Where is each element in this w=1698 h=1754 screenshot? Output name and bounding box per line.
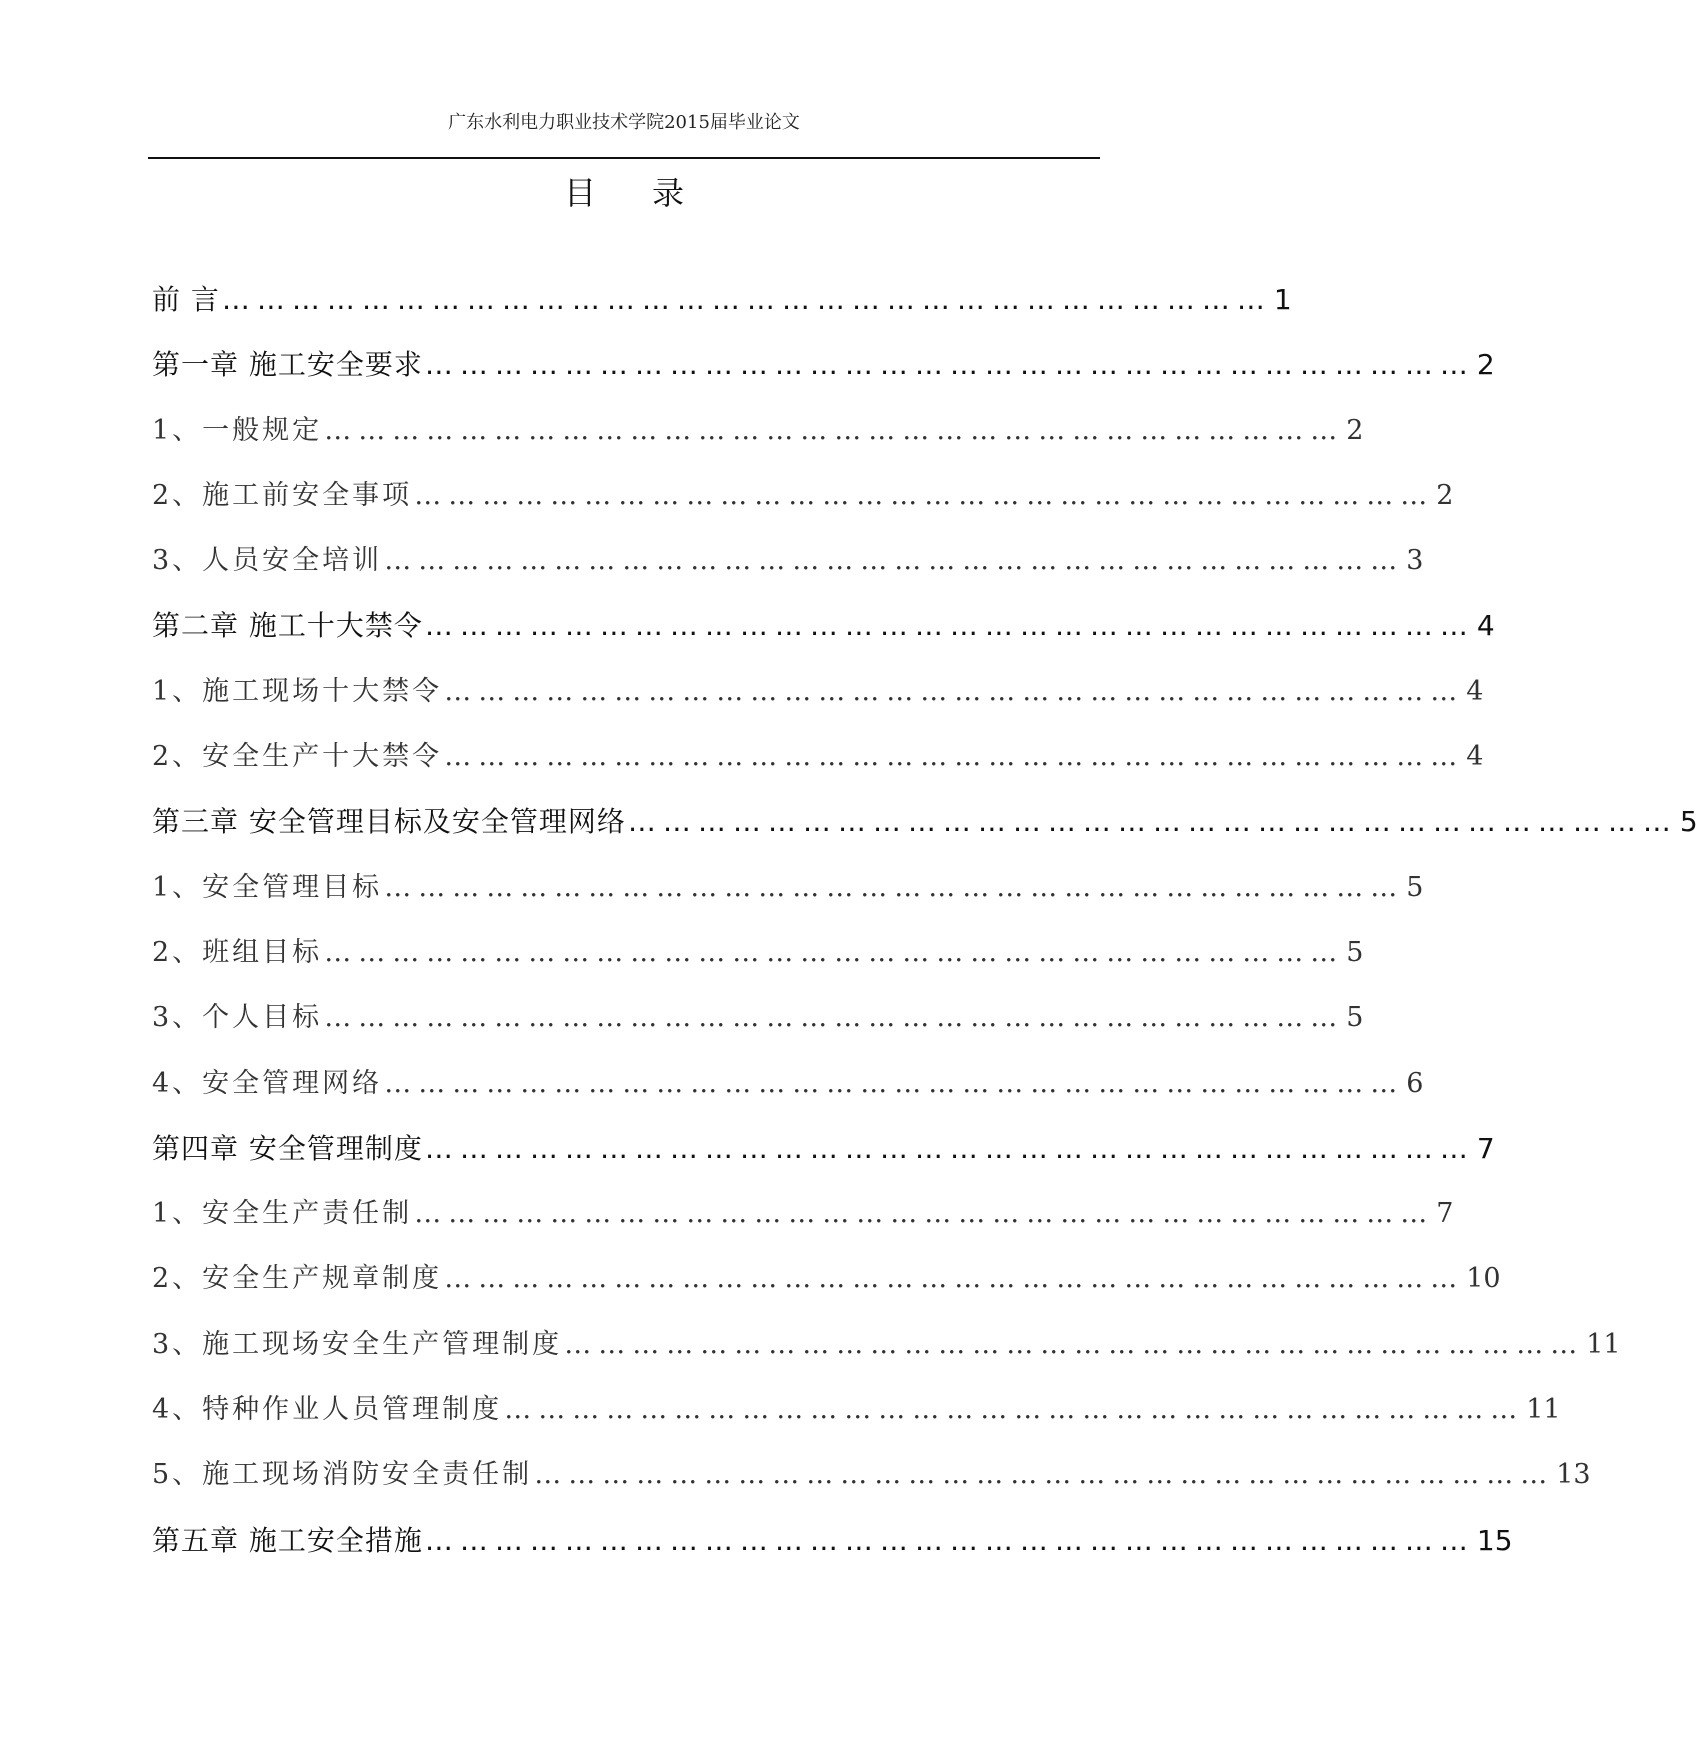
- toc-section-entry[interactable]: [152, 1192, 1454, 1257]
- toc-page-number: 3: [1406, 545, 1424, 577]
- toc-entry-label: 1、安全生产责任制: [152, 1198, 413, 1230]
- toc-dot-leader: ………………………………………………………………………………: [384, 545, 1405, 577]
- toc-dot-leader: ………………………………………………………………………………: [324, 1002, 1345, 1034]
- toc-section-entry[interactable]: [152, 931, 1364, 996]
- toc-entry-label: 3、个人目标: [152, 1002, 323, 1034]
- toc-section-entry[interactable]: [152, 1388, 1561, 1453]
- toc-page-number: 5: [1346, 936, 1364, 968]
- toc-chapter-entry[interactable]: [152, 343, 1495, 408]
- toc-page-number: 5: [1406, 871, 1424, 903]
- toc-entry-label: 2、安全生产规章制度: [152, 1263, 443, 1295]
- toc-entry-label: 1、安全管理目标: [152, 871, 383, 903]
- toc-dot-leader: ………………………………………………………………………………: [444, 675, 1465, 707]
- toc-dot-leader: ………………………………………………………………………………: [444, 741, 1465, 773]
- toc-entry-label: 4、特种作业人员管理制度: [152, 1394, 503, 1426]
- toc-entry-label: 2、施工前安全事项: [152, 479, 413, 511]
- toc-page-number: 11: [1526, 1394, 1561, 1426]
- toc-page-number: 6: [1406, 1067, 1424, 1099]
- toc-page-number: 4: [1476, 609, 1495, 643]
- toc-dot-leader: ………………………………………………………………………………: [414, 1198, 1435, 1230]
- toc-page-number: 5: [1346, 1002, 1364, 1034]
- toc-section-entry[interactable]: [152, 1453, 1591, 1518]
- toc-dot-leader: ………………………………………………………………………………: [384, 1067, 1405, 1099]
- toc-page-number: 4: [1466, 741, 1484, 773]
- toc-page-number: 10: [1466, 1263, 1501, 1295]
- toc-dot-leader: ………………………………………………………………………………: [564, 1328, 1585, 1360]
- toc-entry-label: 2、班组目标: [152, 936, 323, 968]
- toc-section-entry[interactable]: [152, 539, 1424, 604]
- toc-page-number: 2: [1346, 414, 1364, 446]
- toc-dot-leader: ………………………………………………………………………………: [324, 414, 1345, 446]
- toc-entry-label: 1、施工现场十大禁令: [152, 675, 443, 707]
- toc-entry-label: 第三章 安全管理目标及安全管理网络: [152, 805, 626, 839]
- toc-dot-leader: ………………………………………………………………………………: [221, 283, 1272, 316]
- page-title: 目录: [563, 174, 740, 212]
- toc-page-number: 4: [1466, 675, 1484, 707]
- toc-dot-leader: ………………………………………………………………………………: [444, 1263, 1465, 1295]
- toc-page-number: 15: [1476, 1523, 1513, 1557]
- running-header: 广东水利电力职业技术学院2015届毕业论文: [448, 112, 800, 133]
- toc-page-number: 13: [1556, 1459, 1591, 1491]
- toc-entry-label: 3、人员安全培训: [152, 545, 383, 577]
- toc-chapter-entry[interactable]: [152, 1127, 1495, 1192]
- toc-dot-leader: ………………………………………………………………………………: [414, 479, 1435, 511]
- toc-entry-label: 第一章 施工安全要求: [152, 348, 423, 382]
- toc-dot-leader: ………………………………………………………………………………: [504, 1394, 1525, 1426]
- toc-section-entry[interactable]: [152, 996, 1364, 1061]
- toc-dot-leader: ………………………………………………………………………………: [424, 1523, 1475, 1557]
- toc-entry-label: 前 言: [152, 283, 220, 316]
- toc-dot-leader: ………………………………………………………………………………: [324, 936, 1345, 968]
- toc-section-entry[interactable]: [152, 409, 1364, 474]
- toc-page-number: 5: [1679, 805, 1698, 839]
- table-of-contents: [152, 278, 1698, 1584]
- toc-page-number: 7: [1436, 1198, 1454, 1230]
- toc-section-entry[interactable]: [152, 1323, 1621, 1388]
- toc-entry-label: 4、安全管理网络: [152, 1067, 383, 1099]
- toc-entry-label: 第五章 施工安全措施: [152, 1523, 423, 1557]
- toc-page-number: 2: [1476, 348, 1495, 382]
- toc-dot-leader: ………………………………………………………………………………: [627, 805, 1678, 839]
- toc-page-number: 1: [1273, 283, 1292, 316]
- toc-section-entry[interactable]: [152, 1062, 1424, 1127]
- toc-entry-label: 1、一般规定: [152, 414, 323, 446]
- toc-dot-leader: ………………………………………………………………………………: [384, 871, 1405, 903]
- toc-section-entry[interactable]: [152, 866, 1424, 931]
- toc-dot-leader: ………………………………………………………………………………: [534, 1459, 1555, 1491]
- toc-chapter-entry[interactable]: [152, 1519, 1513, 1584]
- toc-chapter-entry[interactable]: [152, 278, 1292, 343]
- toc-page-number: 2: [1436, 479, 1454, 511]
- toc-entry-label: 第四章 安全管理制度: [152, 1131, 423, 1165]
- toc-page-number: 11: [1586, 1328, 1621, 1360]
- toc-section-entry[interactable]: [152, 474, 1454, 539]
- toc-entry-label: 5、施工现场消防安全责任制: [152, 1459, 533, 1491]
- toc-entry-label: 3、施工现场安全生产管理制度: [152, 1328, 563, 1360]
- toc-entry-label: 2、安全生产十大禁令: [152, 741, 443, 773]
- header-rule: [148, 157, 1100, 159]
- toc-dot-leader: ………………………………………………………………………………: [424, 1131, 1475, 1165]
- toc-dot-leader: ………………………………………………………………………………: [424, 348, 1475, 382]
- toc-section-entry[interactable]: [152, 670, 1484, 735]
- toc-page-number: 7: [1476, 1131, 1495, 1165]
- toc-entry-label: 第二章 施工十大禁令: [152, 609, 423, 643]
- toc-section-entry[interactable]: [152, 1257, 1501, 1322]
- toc-dot-leader: ………………………………………………………………………………: [424, 609, 1475, 643]
- toc-section-entry[interactable]: [152, 735, 1484, 800]
- toc-chapter-entry[interactable]: [152, 604, 1495, 669]
- toc-chapter-entry[interactable]: [152, 800, 1698, 865]
